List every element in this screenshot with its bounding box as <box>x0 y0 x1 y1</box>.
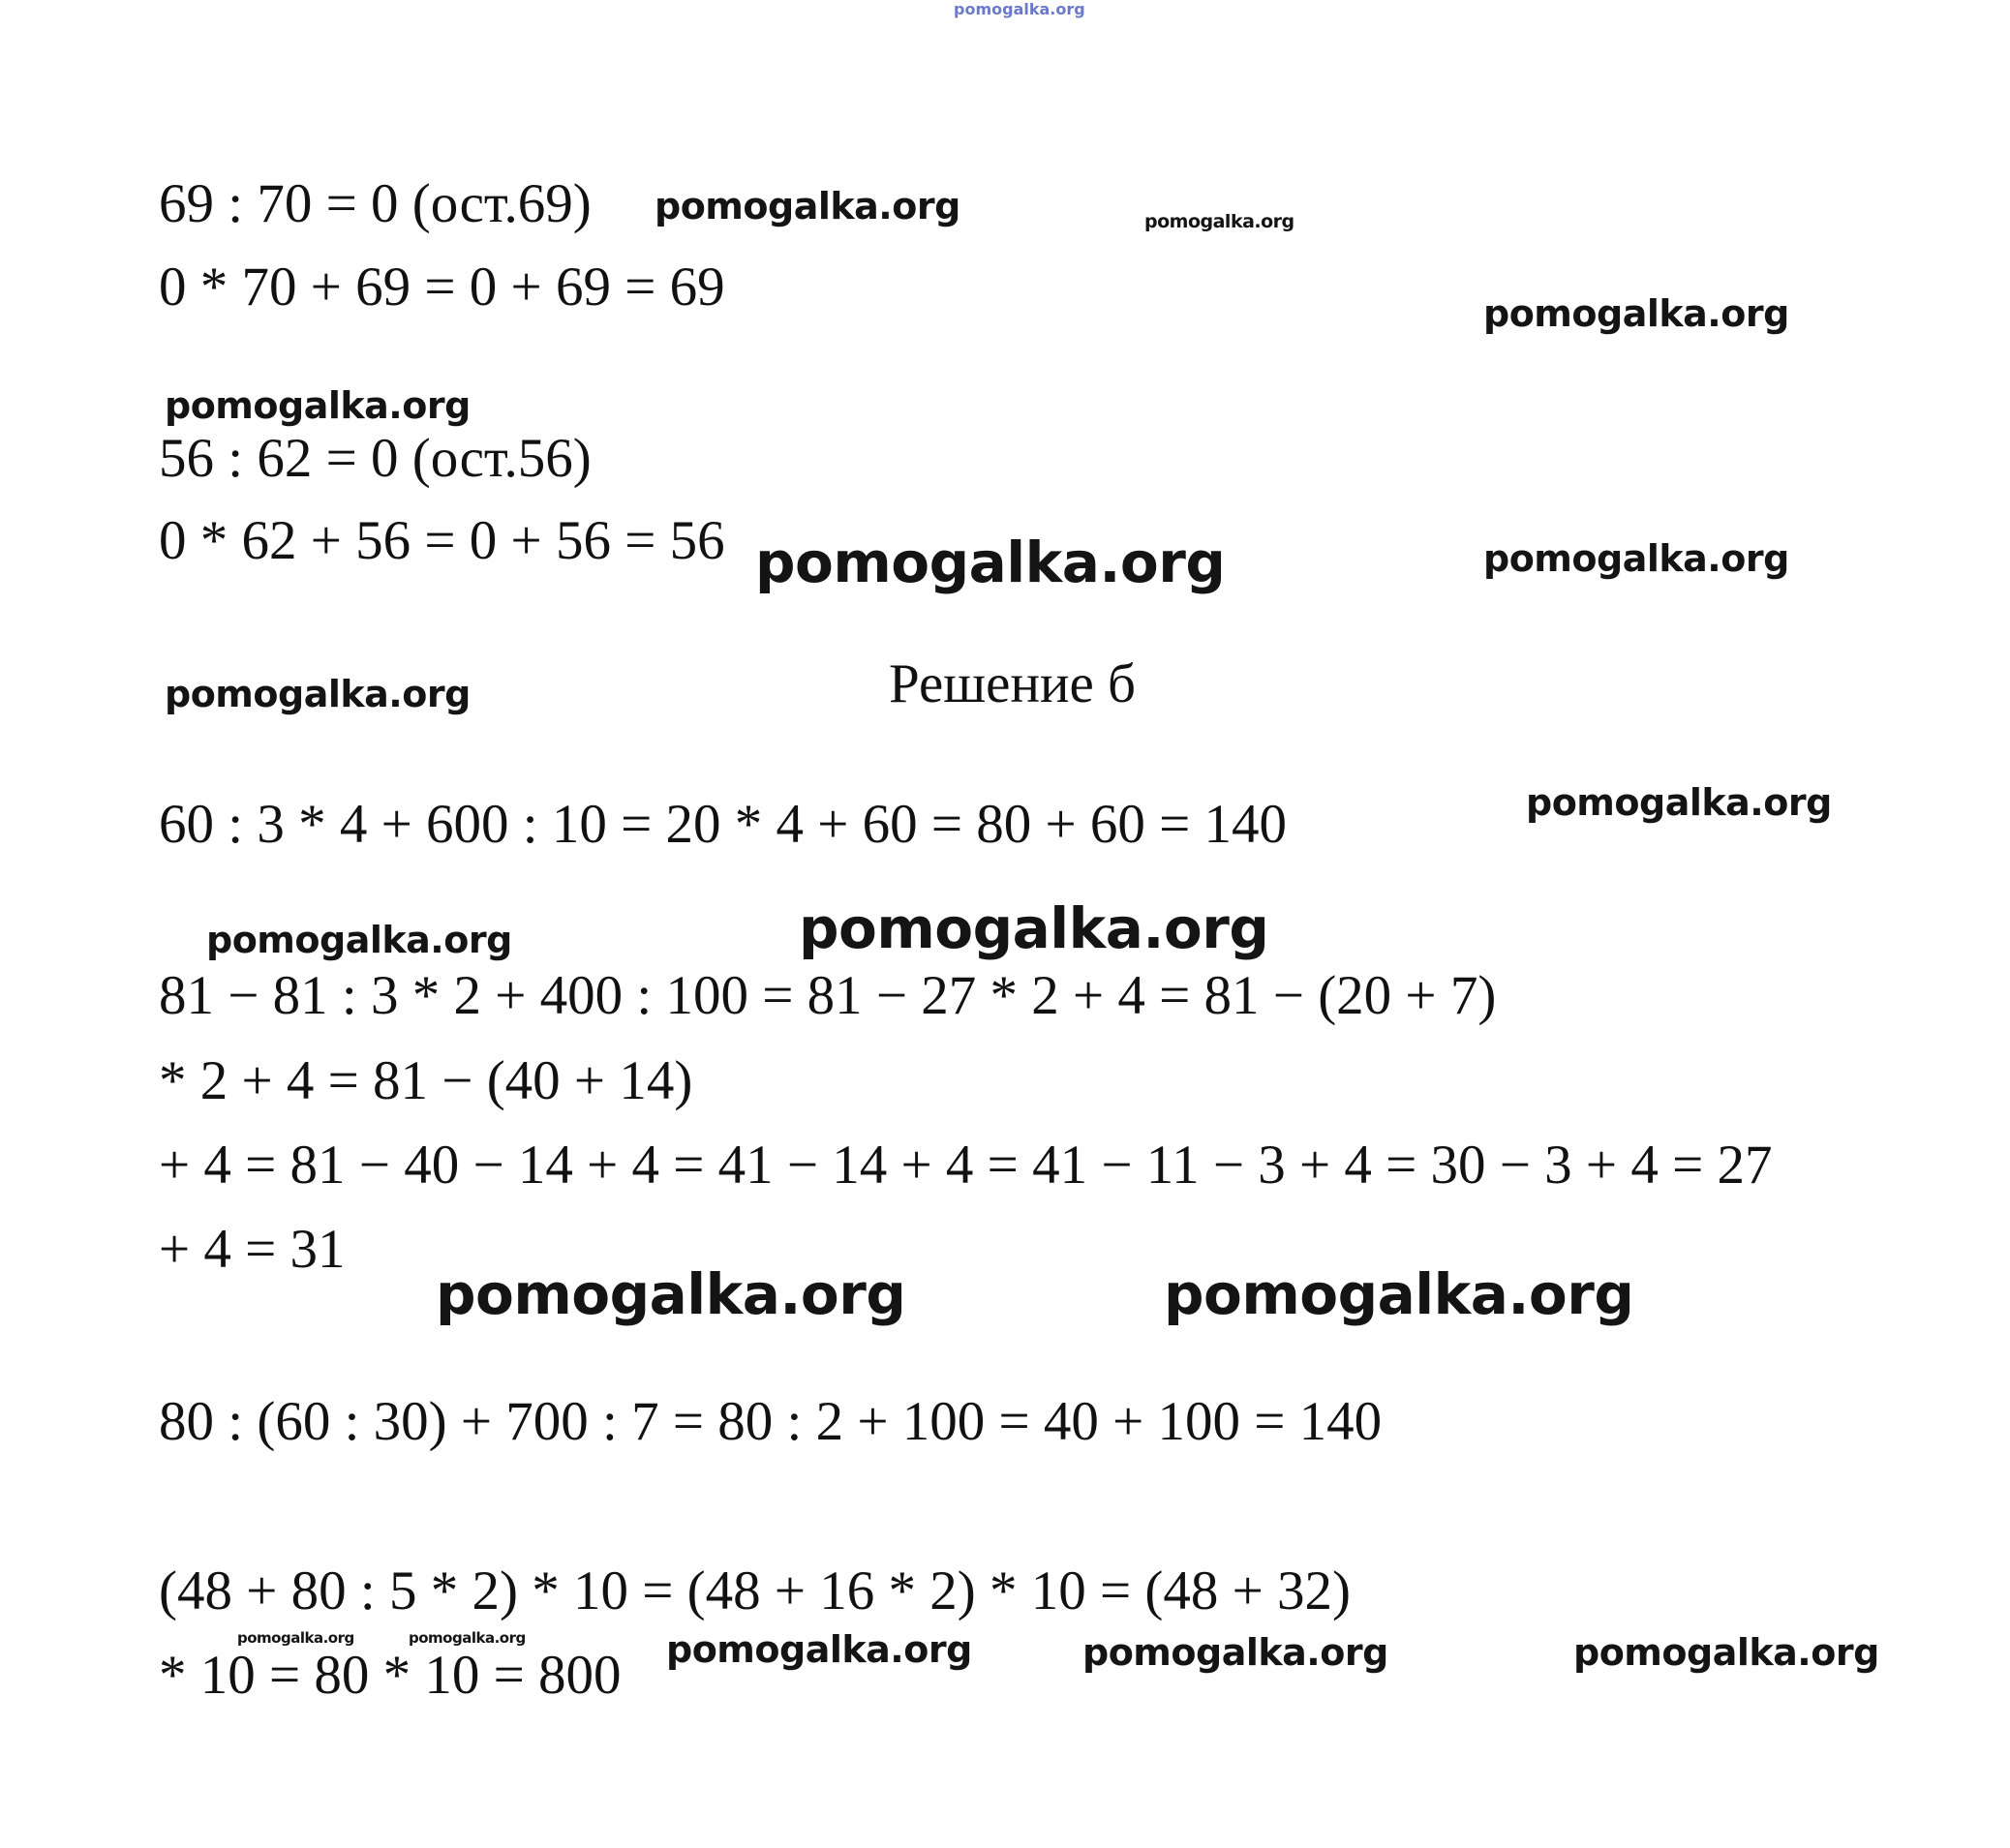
watermark: pomogalka.org <box>799 895 1269 961</box>
watermark: pomogalka.org <box>1082 1631 1388 1674</box>
equation-line: * 10 = 80 * 10 = 800 <box>159 1645 622 1706</box>
watermark: pomogalka.org <box>655 185 960 227</box>
watermark-top: pomogalka.org <box>954 0 1085 18</box>
watermark: pomogalka.org <box>165 673 471 715</box>
equation-line: 0 * 70 + 69 = 0 + 69 = 69 <box>159 257 725 318</box>
watermark: pomogalka.org <box>206 919 512 961</box>
equation-line: 60 : 3 * 4 + 600 : 10 = 20 * 4 + 60 = 80 + 60 = 140 <box>159 794 1288 855</box>
watermark: pomogalka.org <box>409 1629 526 1647</box>
watermark: pomogalka.org <box>237 1629 354 1647</box>
watermark: pomogalka.org <box>1483 292 1789 335</box>
watermark: pomogalka.org <box>1526 781 1832 824</box>
watermark: pomogalka.org <box>1164 1261 1634 1327</box>
watermark: pomogalka.org <box>1144 211 1294 232</box>
equation-line: + 4 = 81 − 40 − 14 + 4 = 41 − 14 + 4 = 41 − 11 − 3 + 4 = 30 − 3 + 4 = 27 <box>159 1135 1773 1196</box>
watermark: pomogalka.org <box>1573 1631 1879 1674</box>
equation-line: 56 : 62 = 0 (ост.56) <box>159 428 592 489</box>
equation-line: 81 − 81 : 3 * 2 + 400 : 100 = 81 − 27 * 2 + 4 = 81 − (20 + 7) <box>159 965 1497 1026</box>
watermark: pomogalka.org <box>666 1628 972 1671</box>
watermark: pomogalka.org <box>436 1261 906 1327</box>
watermark: pomogalka.org <box>1483 537 1789 580</box>
solution-heading: Решение б <box>889 653 1136 714</box>
equation-line: 80 : (60 : 30) + 700 : 7 = 80 : 2 + 100 = 40 + 100 = 140 <box>159 1391 1383 1452</box>
watermark: pomogalka.org <box>755 530 1226 595</box>
watermark: pomogalka.org <box>165 384 471 427</box>
equation-line: (48 + 80 : 5 * 2) * 10 = (48 + 16 * 2) * 10 = (48 + 32) <box>159 1560 1351 1621</box>
equation-line: + 4 = 31 <box>159 1219 346 1280</box>
equation-line: 0 * 62 + 56 = 0 + 56 = 56 <box>159 510 725 571</box>
equation-line: 69 : 70 = 0 (ост.69) <box>159 173 592 234</box>
equation-line: * 2 + 4 = 81 − (40 + 14) <box>159 1050 693 1111</box>
